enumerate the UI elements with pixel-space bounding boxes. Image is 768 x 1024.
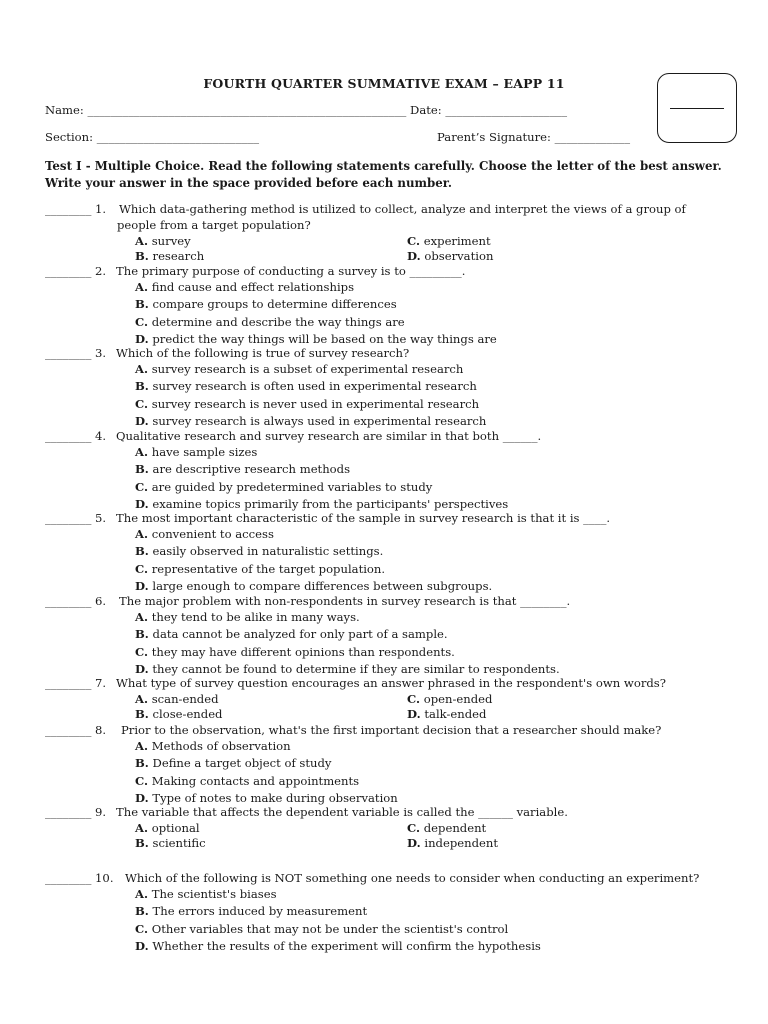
option-a: A. The scientist's biases	[135, 887, 277, 901]
option-d: D. Whether the results of the experiment will confirm the hypothesis	[135, 938, 541, 953]
question-text: The most important characteristic of the sample in survey research is that it is ____.	[116, 511, 611, 525]
option-d: D. independent	[407, 836, 498, 850]
question-number[interactable]: ________ 4.	[45, 429, 107, 443]
date-label: Date:	[410, 103, 442, 117]
question-8	[45, 725, 745, 810]
option-a: A. convenient to access	[135, 527, 274, 541]
question-text: Which data-gathering method is utilized to collect, analyze and interpret the views of a group of	[119, 202, 686, 216]
question-number[interactable]: ________ 2.	[45, 264, 107, 278]
option-c: C. they may have different opinions than respondents.	[135, 644, 455, 659]
option-a: A. survey	[135, 234, 191, 248]
option-d: D. large enough to compare differences between subgroups.	[135, 578, 493, 593]
question-text: Prior to the observation, what's the first important decision that a researcher should make?	[121, 723, 662, 737]
option-b: B. compare groups to determine differences	[135, 297, 397, 312]
instructions-line-1: Test I - Multiple Choice. Read the following statements carefully. Choose the letter of the best answer.	[45, 159, 722, 173]
option-b: B. The errors induced by measurement	[135, 904, 368, 919]
option-a: A. scan-ended	[135, 692, 219, 706]
question-2	[45, 266, 745, 351]
score-box	[657, 73, 737, 143]
option-b: B. scientific	[135, 836, 206, 850]
option-b: B. research	[135, 249, 205, 263]
section-signature-row	[45, 132, 635, 144]
question-10	[45, 873, 745, 958]
name-field[interactable]: _______________________________________________________	[87, 103, 407, 117]
option-b: B. Define a target object of study	[135, 756, 332, 771]
option-c: C. representative of the target population.	[135, 561, 386, 576]
option-b: B. are descriptive research methods	[135, 462, 351, 477]
instructions-line-2: Write your answer in the space provided before each number.	[45, 176, 453, 190]
question-text: The primary purpose of conducting a survey is to _________.	[116, 264, 466, 278]
question-text: Which of the following is NOT something one needs to consider when conducting an experiment?	[125, 871, 700, 885]
option-d: D. predict the way things will be based on the way things are	[135, 331, 497, 346]
test-instructions	[45, 158, 735, 192]
option-c: C. Other variables that may not be under the scientist's control	[135, 921, 509, 936]
option-a: A. they tend to be alike in many ways.	[135, 610, 360, 624]
signature-group	[437, 132, 630, 144]
question-5	[45, 513, 745, 598]
option-c: C. experiment	[407, 234, 491, 248]
exam-title: FOURTH QUARTER SUMMATIVE EXAM – EAPP 11	[203, 76, 565, 91]
name-date-row	[45, 105, 567, 117]
section-field[interactable]: ____________________________	[96, 130, 260, 144]
option-c: C. dependent	[407, 821, 487, 835]
option-c: C. open-ended	[407, 692, 493, 706]
question-7	[45, 678, 745, 726]
question-text-continued: people from a target population?	[117, 218, 311, 232]
question-number[interactable]: ________ 5.	[45, 511, 107, 525]
question-9	[45, 807, 745, 855]
question-text: Which of the following is true of survey research?	[116, 346, 410, 360]
option-c: C. Making contacts and appointments	[135, 773, 360, 788]
question-number[interactable]: ________ 10.	[45, 871, 114, 885]
option-d: D. survey research is always used in experimental research	[135, 413, 487, 428]
question-3	[45, 348, 745, 433]
question-text: Qualitative research and survey research are similar in that both ______.	[116, 429, 542, 443]
name-label: Name:	[45, 103, 84, 117]
option-b: B. easily observed in naturalistic settings.	[135, 544, 384, 559]
question-number[interactable]: ________ 6.	[45, 594, 107, 608]
question-number[interactable]: ________ 8.	[45, 723, 107, 737]
option-a: A. survey research is a subset of experimental research	[135, 362, 464, 376]
option-c: C. are guided by predetermined variables to study	[135, 479, 433, 494]
question-text: The variable that affects the dependent variable is called the ______ variable.	[116, 805, 568, 819]
score-line	[670, 108, 724, 109]
option-d: D. examine topics primarily from the participants' perspectives	[135, 496, 509, 511]
date-field[interactable]: _____________________	[445, 103, 568, 117]
option-c: C. determine and describe the way things are	[135, 314, 405, 329]
signature-label: Parent’s Signature:	[437, 130, 551, 144]
question-number[interactable]: ________ 1.	[45, 202, 107, 216]
question-text: The major problem with non-respondents in survey research is that ________.	[119, 594, 571, 608]
question-1	[45, 204, 745, 268]
option-a: A. have sample sizes	[135, 445, 258, 459]
option-a: A. Methods of observation	[135, 739, 291, 753]
option-b: B. close-ended	[135, 707, 223, 721]
question-number[interactable]: ________ 7.	[45, 676, 107, 690]
option-c: C. survey research is never used in experimental research	[135, 396, 480, 411]
question-number[interactable]: ________ 3.	[45, 346, 107, 360]
option-d: D. talk-ended	[407, 707, 487, 721]
question-6	[45, 596, 745, 681]
section-label: Section:	[45, 130, 94, 144]
option-d: D. observation	[407, 249, 494, 263]
question-4	[45, 431, 745, 516]
signature-field[interactable]: _____________	[554, 130, 630, 144]
question-text: What type of survey question encourages an answer phrased in the respondent's own words?	[116, 676, 666, 690]
option-a: A. optional	[135, 821, 200, 835]
question-number[interactable]: ________ 9.	[45, 805, 107, 819]
option-b: B. data cannot be analyzed for only part of a sample.	[135, 627, 448, 642]
option-d: D. they cannot be found to determine if they are similar to respondents.	[135, 661, 560, 676]
option-d: D. Type of notes to make during observation	[135, 790, 398, 805]
option-b: B. survey research is often used in experimental research	[135, 379, 477, 394]
option-a: A. find cause and effect relationships	[135, 280, 355, 294]
